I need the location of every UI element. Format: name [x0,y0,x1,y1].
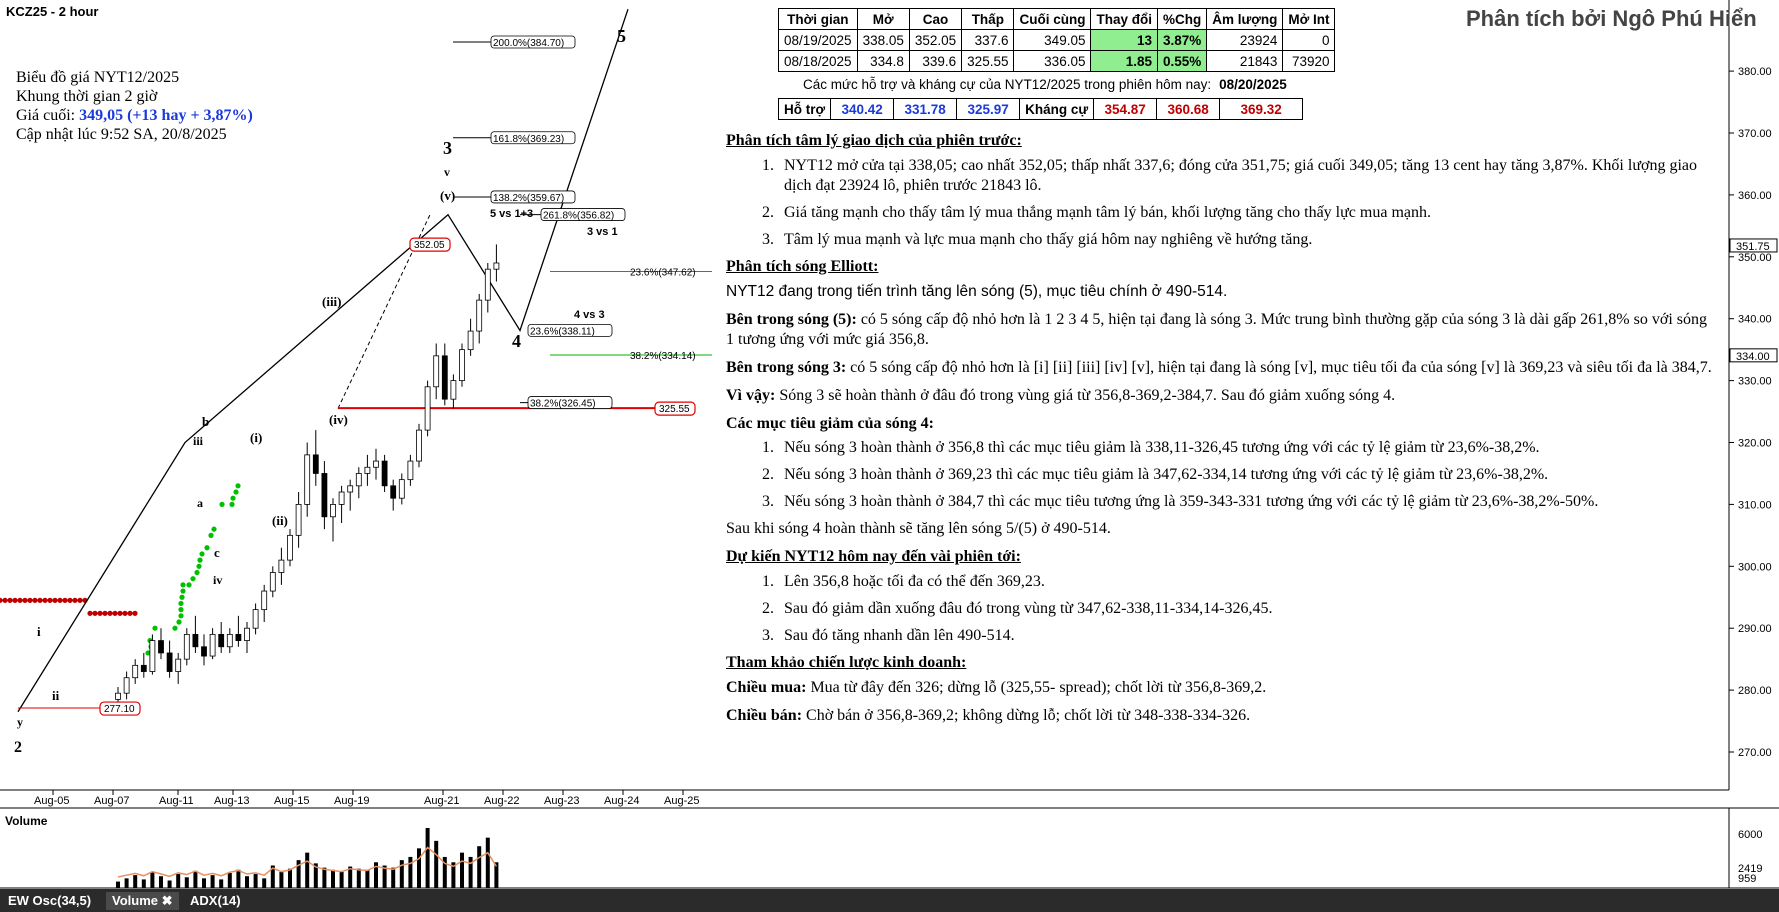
author-credit: Phân tích bởi Ngô Phú Hiển [1466,6,1757,31]
col-header: Cuối cùng [1014,9,1091,30]
price-table [778,8,1335,72]
cell: 352.05 [909,30,961,51]
candle-body [356,473,361,485]
last-price-tag-label: 351.75 [1736,240,1770,253]
list-item: 2. Nếu sóng 3 hoàn thành ở 369,23 thì các mục tiêu giảm là 347,62-334,14 tương ứng với các tỷ lệ giảm từ 23,6%-38,2%. [778,465,1718,485]
wave-label: 4 [512,331,521,351]
resistance-dot [87,611,92,616]
candle-body [477,300,482,331]
candle-body [408,461,413,480]
y-tick-label: 280.00 [1738,685,1772,698]
cell: 349.05 [1014,30,1091,51]
support-dot [208,533,213,538]
resistance-dot [72,598,77,603]
candle-body [322,473,327,516]
candle-body [451,381,456,400]
resistance-dot [47,598,52,603]
resistance-dot [7,598,12,603]
resistance-dot [32,598,37,603]
wave-label: y [17,715,23,729]
table-row [779,30,1335,51]
x-tick-label: Aug-25 [664,795,700,807]
x-tick-label: Aug-19 [334,795,370,807]
y-tick-label: 310.00 [1738,499,1772,512]
volume-bar [279,872,283,888]
col-header: Thay đổi [1091,9,1158,30]
paragraph-text: Sóng 3 sẽ hoàn thành ở đâu đó trong vùng giá từ 356,8-369,2-384,7. Sau đó giảm xuống sóng 4. [775,387,1396,404]
candle-body [442,356,447,399]
col-header: Mở [857,9,909,30]
y-tick-label: 380.00 [1738,66,1772,79]
support-dot [233,489,238,494]
y-tick-label: 350.00 [1738,251,1772,264]
right-price-tag-label: 334.00 [1736,350,1770,363]
volume-tick-label: 959 [1738,873,1757,885]
bold-lead: Chiều mua: [726,679,807,696]
x-tick-label: Aug-11 [159,795,194,807]
cell: 73920 [1283,51,1335,72]
y-tick-label: 290.00 [1738,623,1772,636]
paragraph: NYT12 đang trong tiến trình tăng lên sóng (5), mục tiêu chính ở 490-514. [726,283,1228,300]
volume-bar [245,876,249,888]
last-price-value: 349,05 (+13 hay + 3,87%) [79,107,253,124]
volume-bar [236,870,240,888]
list-item: 1. Lên 356,8 hoặc tối đa có thể đến 369,23. [778,572,1718,592]
support-resistance-table [778,98,1303,120]
paragraph-text: có 5 sóng cấp độ nhỏ hơn là [i] [ii] [iii] [iv] [v], hiện tại đang là sóng [v], mục tiêu tối đa của sóng [v] là 369,23 và siêu tối đa là 384,7. [846,359,1712,376]
cell: 338.05 [857,30,909,51]
fib-level-label: 161.8%(369.23) [493,133,565,145]
tab-adx[interactable]: ADX(14) [190,893,241,908]
volume-bar [357,869,361,888]
candle-body [227,634,232,646]
support-dot [211,527,216,532]
wave-label: (v) [440,188,456,203]
candle-body [382,461,387,486]
x-tick-label: Aug-24 [604,795,640,807]
volume-bar [168,881,172,889]
col-header: Thời gian [779,9,858,30]
list-item: 3. Tâm lý mua mạnh và lực mua mạnh cho thấy giá hôm nay nghiêng về hướng tăng. [778,230,1718,250]
candle-body [270,572,275,591]
volume-bar [228,873,232,888]
candle-body [296,504,301,535]
candle-body [236,634,241,640]
volume-bar [434,841,438,888]
section-heading: Dự kiến NYT12 hôm nay đến vài phiên tới: [726,548,1021,565]
support-dot [186,582,191,587]
paragraph [726,414,1718,434]
list [726,156,1718,250]
cell: 0 [1283,30,1335,51]
resistance-dot [117,611,122,616]
y-tick-label: 320.00 [1738,437,1772,450]
candle-body [202,647,207,656]
fib-level-label: 23.6%(347.62) [630,267,696,279]
support-dot [197,558,202,563]
support-dot [219,502,224,507]
candle-body [167,653,172,672]
resistance-dot [102,611,107,616]
resistance-dot [97,611,102,616]
candle-body [150,641,155,672]
volume-bar [322,868,326,888]
support-dot [199,551,204,556]
resistance-dot [62,598,67,603]
chart-info-line1: Biểu đồ giá NYT12/2025 [16,69,180,86]
y-tick-label: 270.00 [1738,747,1772,759]
bold-lead: Bên trong sóng (5): [726,311,857,328]
wave-ratio-annotation: 3 vs 1 [587,226,618,238]
resistance-dot [67,598,72,603]
candle-body [391,486,396,498]
volume-bar [426,828,430,888]
chart-info-line2: Khung thời gian 2 giờ [16,88,158,105]
y-tick-label: 340.00 [1738,313,1772,326]
list-item: 1. Nếu sóng 3 hoàn thành ở 356,8 thì các mục tiêu giảm là 338,11-326,45 tương ứng với các tỷ lệ giảm từ 23,6%-38,2%. [778,438,1718,458]
volume-bar [133,875,137,888]
wave-label: (iv) [329,412,348,427]
resistance-label: Kháng cự [1020,99,1094,120]
list [726,438,1718,512]
support-dot [180,582,185,587]
wave-label: (ii) [272,513,288,528]
chart-symbol-title: KCZ25 - 2 hour [6,4,99,19]
wave-ratio-annotation: 5 vs 1+3 [490,208,534,220]
y-tick-label: 300.00 [1738,561,1772,574]
col-header: %Chg [1157,9,1206,30]
wave-label: iv [213,573,223,587]
col-header: Cao [909,9,961,30]
volume-bar [211,875,215,888]
paragraph-text: có 5 sóng cấp độ nhỏ hơn là 1 2 3 4 5, hiện tại đang là sóng 3. Mức trung bình thường gặp của sóng 3 là dài gấp 261,8% so với sóng 1 tương ứng với mức giá 356,8. [726,311,1707,348]
support-dot [152,626,157,631]
candle-body [245,628,250,640]
volume-bar [176,874,180,888]
candle-body [365,467,370,473]
support-dot [178,601,183,606]
candle-body [425,387,430,430]
candle-body [434,356,439,387]
support-dot [178,607,183,612]
price-tag-label: 352.05 [414,240,445,252]
cell: 337.6 [962,30,1014,51]
cell: 339.6 [909,51,961,72]
candle-body [494,263,499,269]
support-level: 331.78 [894,99,957,120]
y-tick-label: 330.00 [1738,375,1772,388]
candle-body [339,492,344,504]
candle-body [288,535,293,560]
last-price-label: Giá cuối: [16,107,76,124]
support-dot [176,619,181,624]
candle-body [253,610,258,629]
list-item: 2. Sau đó giảm dần xuống đâu đó trong vùng từ 347,62-338,11-334,14-326,45. [778,599,1718,619]
candle-body [219,634,224,646]
volume-bar [185,877,189,888]
resistance-dot [27,598,32,603]
support-level: 340.42 [831,99,894,120]
candle-body [374,461,379,467]
volume-bar [125,878,129,888]
support-dot [179,595,184,600]
list [726,572,1718,646]
candle-body [184,634,189,659]
support-dot [190,576,195,581]
col-header: Thấp [962,9,1014,30]
volume-bar [159,876,163,888]
section-heading: Phân tích sóng Elliott: [726,258,879,275]
chart-info-line4: Cập nhật lúc 9:52 SA, 20/8/2025 [16,126,227,143]
cell: 336.05 [1014,51,1091,72]
price-tag-label: 277.10 [104,704,135,716]
wave-label: 3 [443,138,452,158]
wave-label: v [444,165,450,179]
volume-bar [391,868,395,888]
resistance-dot [12,598,17,603]
x-tick-label: Aug-22 [484,795,520,807]
resistance-dot [2,598,7,603]
support-dot [172,626,177,631]
volume-bar [305,853,309,888]
list-item: 2. Giá tăng mạnh cho thấy tâm lý mua thắng mạnh tâm lý bán, khối lượng tăng cho thấy lực mua mạnh. [778,203,1718,223]
bold-heading: Các mục tiêu giảm của sóng 4: [726,415,934,432]
support-level: 325.97 [957,99,1020,120]
volume-bar [408,857,412,888]
x-tick-label: Aug-05 [34,795,70,807]
fib-level-label: 200.0%(384.70) [493,38,565,50]
support-dot [235,483,240,488]
wave-label: c [214,545,220,560]
paragraph-text: Chờ bán ở 356,8-369,2; không dừng lỗ; chốt lời từ 348-338-334-326. [802,707,1251,724]
resistance-dot [42,598,47,603]
resistance-dot [132,611,137,616]
x-tick-label: Aug-07 [94,795,130,807]
support-dot [196,564,201,569]
candle-body [313,455,318,474]
resistance-dot [107,611,112,616]
support-dot [180,588,185,593]
resistance-dot [92,611,97,616]
wave-label: (iii) [322,294,342,309]
paragraph [726,386,1718,406]
support-dot [204,545,209,550]
resistance-dot [122,611,127,616]
section-heading: Tham khảo chiến lược kinh doanh: [726,654,967,671]
cell: 13 [1091,30,1158,51]
candle-body [159,641,164,653]
volume-bar [460,853,464,888]
y-tick-label: 360.00 [1738,189,1772,202]
resistance-dot [57,598,62,603]
volume-bar [202,878,206,888]
wave-ratio-annotation: 4 vs 3 [574,309,605,321]
fib-level-label: 138.2%(359.67) [493,192,565,204]
candle-body [193,634,198,646]
support-dot [194,570,199,575]
volume-bar [486,838,490,888]
candle-body [468,331,473,350]
fib-level-label: 261.8%(356.82) [543,210,615,222]
sr-caption [803,77,1287,92]
volume-bar [116,882,120,888]
x-tick-label: Aug-15 [274,795,310,807]
volume-bar [340,872,344,888]
fib-level-label: 38.2%(326.45) [530,398,596,410]
candle-body [331,504,336,516]
sr-caption-text: Các mức hỗ trợ và kháng cự của NYT12/2025 trong phiên hôm nay: [803,77,1212,92]
volume-bar [477,846,481,888]
volume-bar [417,848,421,888]
resistance-dot [52,598,57,603]
bold-lead: Chiều bán: [726,707,803,724]
candle-body [485,269,490,300]
candle-body [133,665,138,677]
volume-bar [193,871,197,888]
wave-label: 2 [14,739,22,756]
list-item: 3. Nếu sóng 3 hoàn thành ở 384,7 thì các mục tiêu tương ứng là 359-343-331 tương ứng với các tỷ lệ giảm từ 23,6%-38,2%-50%. [778,492,1718,512]
wave-label: (i) [250,430,263,445]
wave-label: i [37,624,41,639]
wave-label: b [202,414,210,429]
resistance-dot [0,598,3,603]
list-item: 1. NYT12 mở cửa tại 338,05; cao nhất 352,05; thấp nhất 337,6; đóng cửa 351,75; giá cuối 349,05; tăng 13 cent hay tăng 3,87%. Khối lượng giao dịch đạt 23924 lô, phiên trước 21843 lô. [778,156,1718,196]
wave-label: iii [193,434,204,448]
wave-label: ii [52,688,60,703]
candle-body [460,350,465,381]
resistance-dot [17,598,22,603]
wave-label: a [197,496,203,510]
support-dot [178,613,183,618]
support-dot [230,496,235,501]
volume-bar [142,879,146,888]
cell: 08/19/2025 [779,30,858,51]
resistance-dot [77,598,82,603]
candle-body [399,480,404,499]
volume-bar [219,879,223,888]
candle-body [262,591,267,610]
analysis-text [726,128,1718,734]
candle-body [417,430,422,461]
chart-info-box [16,68,253,144]
support-dot [229,502,234,507]
candle-body [305,455,310,505]
paragraph [726,358,1718,378]
bold-lead: Vì vậy: [726,387,776,404]
cell: 334.8 [857,51,909,72]
candle-body [210,634,215,656]
resistance-dot [37,598,42,603]
cell: 21843 [1207,51,1283,72]
price-table-header [779,9,1335,30]
chart-info-line3 [16,106,253,125]
col-header: Âm lượng [1207,9,1283,30]
x-tick-label: Aug-21 [424,795,460,807]
cell: 08/18/2025 [779,51,858,72]
paragraph-text: Mua từ đây đến 326; dừng lỗ (325,55- spread); chốt lời từ 356,8-369,2. [806,679,1267,696]
y-tick-label: 370.00 [1738,128,1772,140]
paragraph [726,310,1718,350]
resistance-dot [112,611,117,616]
volume-bar [254,874,258,888]
candle-body [176,659,181,671]
resistance-level: 354.87 [1094,99,1157,120]
volume-tick-label: 2419 [1738,863,1763,875]
table-row [779,99,1303,120]
tab-volume[interactable]: Volume ✖ [106,892,179,910]
volume-tick-label: 6000 [1738,829,1763,841]
table-row [779,51,1335,72]
candle-body [116,693,121,699]
x-tick-label: Aug-13 [214,795,250,807]
cell: 325.55 [962,51,1014,72]
fib-level-label: 23.6%(338.11) [530,326,595,338]
bold-lead: Bên trong sóng 3: [726,359,847,376]
wave-label: 5 [617,26,626,46]
volume-bar [150,872,154,888]
x-tick-label: Aug-23 [544,795,580,807]
price-tag-label: 325.55 [659,404,690,416]
cell: 23924 [1207,30,1283,51]
sr-date: 08/20/2025 [1219,77,1287,92]
resistance-dot [22,598,27,603]
paragraph [726,678,1718,698]
volume-pane-label: Volume [5,814,48,828]
candle-body [279,560,284,572]
col-header: Mở Int [1283,9,1335,30]
list-item: 3. Sau đó tăng nhanh dần lên 490-514. [778,626,1718,646]
cell: 0.55% [1157,51,1206,72]
volume-bar [331,870,335,888]
volume-bar [288,869,292,888]
volume-bar [262,878,266,888]
cell: 1.85 [1091,51,1158,72]
paragraph: Sau khi sóng 4 hoàn thành sẽ tăng lên sóng 5/(5) ở 490-514. [726,520,1111,537]
candle-body [141,665,146,671]
indicator-tab-bar [0,889,1779,912]
paragraph [726,706,1718,726]
volume-bar [365,870,369,888]
candle-body [124,678,129,693]
resistance-dot [127,611,132,616]
resistance-level: 369.32 [1220,99,1303,120]
tab-ew-osc[interactable]: EW Osc(34,5) [8,893,92,908]
resistance-level: 360.68 [1157,99,1220,120]
section-heading: Phân tích tâm lý giao dịch của phiên trước: [726,132,1022,149]
fib-level-label: 38.2%(334.14) [630,350,696,362]
support-label: Hỗ trợ [779,99,831,120]
cell: 3.87% [1157,30,1206,51]
candle-body [348,486,353,492]
